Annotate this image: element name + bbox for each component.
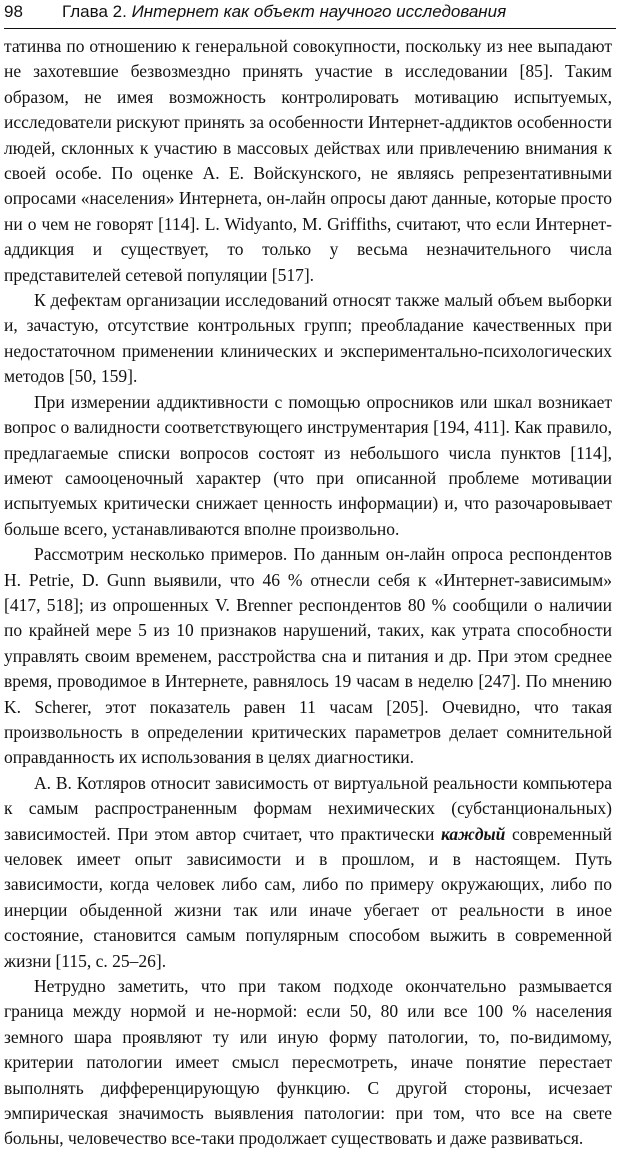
paragraph-1: татинва по отношению к генеральной совокупности, поскольку из нее выпадают не захотевшие безвозмездно принять участие в исследовании [85]. Таким образом, не имея возможность контролировать мотивацию испытуемых, исследователи рискуют принять за особенности Интернет-аддиктов особенности людей, склонных к участию в массовых действах или привлечению внимания к своей особе. По оценке А. Е. Войскунского, не являясь репрезентативными опросами «населения» Интернета, он-лайн опросы дают данные, которые просто ни о чем не говорят [114]. L. Widyanto, M. Griffiths, считают, что если Интернет-аддикция и существует, то только у весьма незначительного числа представителей сетевой популяции [517].	[4, 36, 612, 285]
running-head	[2, 0, 616, 30]
emphasis-word: каждый	[440, 823, 506, 844]
paragraph-5	[4, 771, 612, 974]
paragraph-6: Нетрудно заметить, что при таком подходе окончательно размывается граница между нормой и не-нормой: если 50, 80 или все 100 % населения земного шара проявляют ту или иную форму патологии, то, по-видимому, критерии патологии имеет смысл пересмотреть, иначе понятие перестает выполнять дифференцирующую функцию. С другой стороны, исчезает эмпирическая значимость выявления патологии: при том, что все на свете больны, человечество все-таки продолжает существовать и даже развиваться.	[4, 976, 612, 1149]
running-head-title	[62, 2, 506, 22]
body-text	[4, 34, 612, 1152]
chapter-label: Глава 2.	[62, 2, 127, 21]
paragraph-3: При измерении аддиктивности с помощью опросников или шкал возникает вопрос о валидности соответствующего инструментария [194, 411]. Как правило, предлагаемые списки вопросов состоят из небольшого числа пунктов [114], имеют самооценочный характер (что при описанной проблеме мотивации испытуемых критически снижает ценность информации) и, что разочаровывает больше всего, устанавливаются вполне произвольно.	[4, 391, 612, 539]
paragraph-2: К дефектам организации исследований относят также малый объем выборки и, зачастую, отсутствие контрольных групп; преобладание качественных при недостаточном применении клинических и экспериментально-психологических методов [50, 159].	[4, 290, 612, 387]
paragraph-5-end: современный человек имеет опыт зависимости и в прошлом, и в настоящем. Путь зависимости, когда человек либо сам, либо по примеру окружающих, либо по инерции обыденной жизни так или иначе убегает от реальности в иное состояние, становится самым популярным способом выжить в современной жизни [115, с. 25–26].	[4, 823, 612, 971]
paragraph-5-start: А. В. Котляров относит зависимость от виртуальной реальности компьютера к самым распространенным формам нехимических (субстанциональных) зависимостей. При этом автор считает, что практически	[4, 772, 612, 844]
paragraph-4: Рассмотрим несколько примеров. По данным он-лайн опроса респондентов H. Petrie, D. Gunn выявили, что 46 % отнесли себя к «Интернет-зависимым» [417, 518]; из опрошенных V. Brenner респондентов 80 % сообщили о наличии по крайней мере 5 из 10 признаков нарушений, таких, как утрата способности управлять своим временем, расстройства сна и питания и др. При этом среднее время, проводимое в Интернете, равнялось 19 часам в неделю [247]. По мнению K. Scherer, этот показатель равен 11 часам [205]. Очевидно, что такая произвольность в определении критических параметров делает сомнительной оправданность их использования в целях диагностики.	[4, 544, 612, 768]
header-rule	[4, 28, 616, 29]
chapter-title: Интернет как объект научного исследования	[131, 2, 507, 21]
page-number: 98	[4, 2, 23, 21]
